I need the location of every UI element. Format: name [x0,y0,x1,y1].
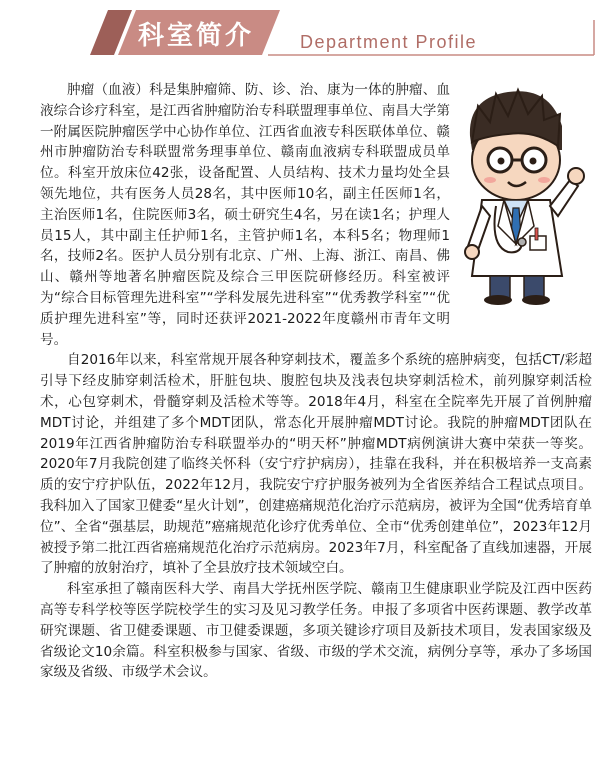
profile-paragraph-3: 科室承担了赣南医科大学、南昌大学抚州医学院、赣南卫生健康职业学院及江西中医药高等专科学校等医学院校学生的实习及见习教学任务。申报了多项省中医药课题、教学改革研究课题、省卫健委课题、市卫健委课题，多项关键诊疗项目及新技术项目，发表国家级及省级论文10余篇。科室积极参与国家、省级、市级的学术交流，病例分享等，承办了多场国家级及省级、市级学术会议。 [40,581,592,681]
profile-content [40,80,592,683]
section-header [0,0,606,64]
section-title: 科室简介 [138,21,255,51]
profile-paragraph-2: 自2016年以来，科室常规开展各种穿刺技术，覆盖多个系统的癌肿病变，包括CT/彩超引导下经皮肺穿刺活检术，肝脏包块、腹腔包块及浅表包块穿刺活检术，前列腺穿刺活检术，心包穿刺术，骨髓穿刺及活检术等等。2018年4月，科室在全院率先开展了首例肿瘤MDT讨论，并组建了多个MDT团队，常态化开展肿瘤MDT讨论。我院的肿瘤MDT团队在2019年江西省肿瘤防治专科联盟举办的“明天杯”肿瘤MDT病例演讲大赛中荣获一等奖。2020年7月我院创建了临终关怀科（安宁疗护病房），挂靠在我科，并在积极培养一支高素质的安宁疗护队伍，2022年12月，我院安宁疗护服务被列为全省医养结合工程试点项目。我科加入了国家卫健委“星火计划”，创建癌痛规范化治疗示范病房，被评为全国“优秀培育单位”、全省“强基层，助规范”癌痛规范化诊疗优秀单位、全市“优秀创建单位”，2023年12月被授予第二批江西省癌痛规范化治疗示范病房。2023年7月，科室配备了直线加速器，开展了肿瘤的放射治疗，填补了全县放疗技术领域空白。 [40,352,592,577]
profile-paragraph-1: 肿瘤（血液）科是集肿瘤筛、防、诊、治、康为一体的肿瘤、血液综合诊疗科室，是江西省肿瘤防治专科联盟理事单位、南昌大学第一附属医院肿瘤医学中心协作单位、江西省血液专科医联体单位、赣州市肿瘤防治专科联盟常务理事单位、赣南血液病专科联盟成员单位。科室开放床位42张，设备配置、人员结构、技术力量均处全县领先地位，共有医务人员28名，其中医师10名，副主任医师1名，主治医师1名，住院医师3名，硕士研究生4名，另在读1名；护理人员15人，其中副主任护师1名，主管护师1名，本科5名；物理师1名，技师2名。医护人员分别有北京、广州、上海、浙江、南昌、佛山、赣州等地著名肿瘤医院及综合三甲医院研修经历。科室被评为“综合目标管理先进科室”“学科发展先进科室”“优秀教学科室”“优质护理先进科室”等，同时还获评2021-2022年度赣州市青年文明号。 [40,82,450,348]
section-title-english: Department Profile [300,32,478,52]
